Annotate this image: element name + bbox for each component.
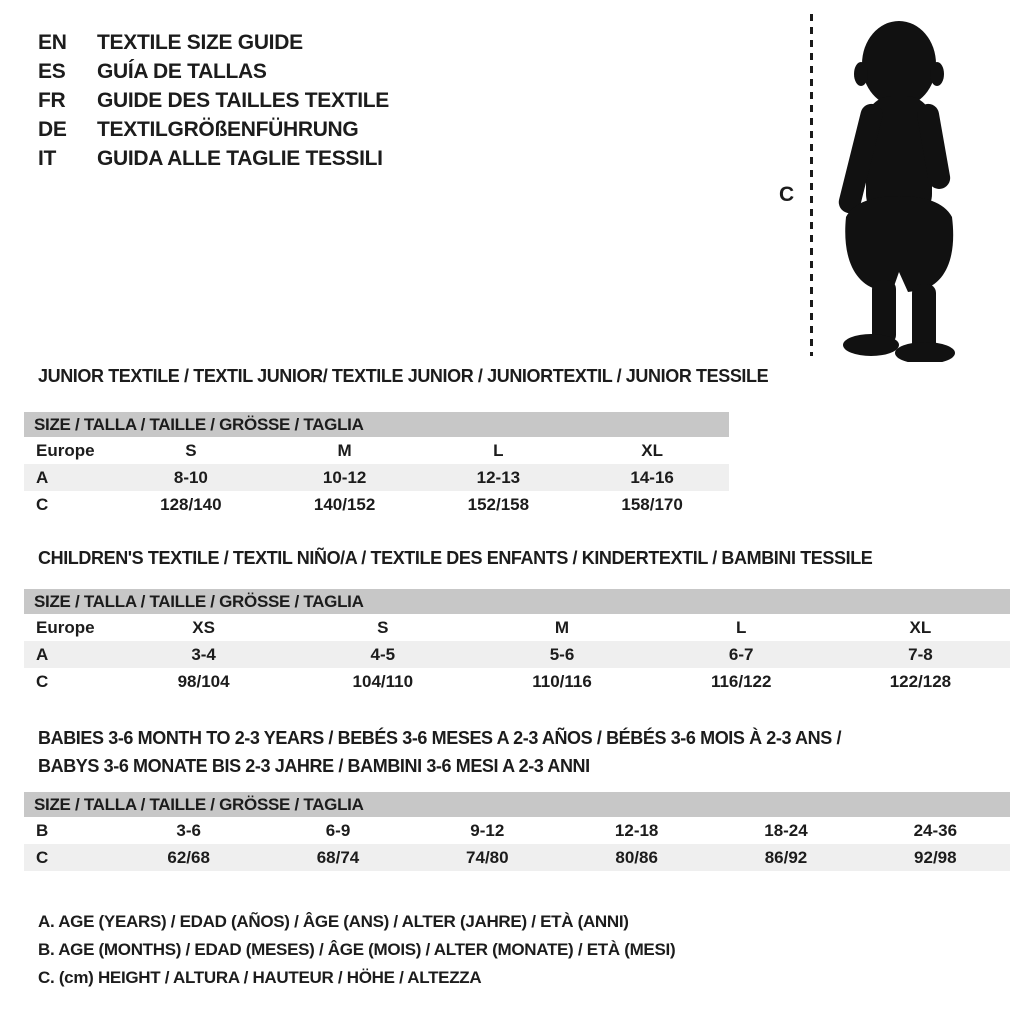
- babies-title-line1: BABIES 3-6 MONTH TO 2-3 YEARS / BEBÉS 3-6 MESES A 2-3 AÑOS / BÉBÉS 3-6 MOIS À 2-3 ANS /: [38, 728, 842, 748]
- size-cell: S: [185, 441, 197, 460]
- size-cell: L: [493, 441, 504, 460]
- age-cell: 4-5: [370, 645, 396, 664]
- note-c: C. (cm) HEIGHT / ALTURA / HAUTEUR / HÖHE / ALTEZZA: [38, 968, 482, 987]
- height-cell: 158/170: [621, 495, 683, 514]
- height-cell: 68/74: [316, 848, 360, 867]
- table-row: [24, 668, 1010, 695]
- table-header-bar: SIZE / TALLA / TAILLE / GRÖSSE / TAGLIA: [24, 589, 1010, 614]
- age-cell: 12-13: [476, 468, 521, 487]
- language-title: GUIDE DES TAILLES TEXTILE: [97, 88, 389, 112]
- row-label: C: [36, 495, 49, 514]
- language-row-fr: [38, 86, 389, 115]
- height-cell: 110/116: [532, 672, 592, 691]
- height-cell: 128/140: [160, 495, 222, 514]
- table-row: [24, 491, 729, 518]
- note-b: B. AGE (MONTHS) / EDAD (MESES) / ÂGE (MOIS) / ALTER (MONATE) / ETÀ (MESI): [38, 940, 676, 959]
- table-row: [24, 817, 1010, 844]
- height-cell: 140/152: [313, 495, 376, 514]
- language-code: EN: [38, 30, 67, 54]
- language-title: GUIDA ALLE TAGLIE TESSILI: [97, 146, 383, 170]
- row-label: B: [36, 821, 49, 840]
- language-title: GUÍA DE TALLAS: [97, 59, 267, 83]
- age-cell: 7-8: [908, 645, 933, 664]
- table-header-bar: SIZE / TALLA / TAILLE / GRÖSSE / TAGLIA: [24, 792, 1010, 817]
- size-cell: M: [337, 441, 352, 460]
- size-cell: XL: [641, 441, 663, 460]
- language-row-it: [38, 144, 389, 173]
- age-cell: 6-7: [728, 645, 754, 664]
- size-cell: M: [554, 618, 570, 637]
- table-row: [24, 614, 1010, 641]
- age-cell: 18-24: [764, 821, 808, 840]
- row-label: Europe: [36, 441, 95, 460]
- age-cell: 10-12: [322, 468, 367, 487]
- age-cell: 12-18: [614, 821, 659, 840]
- age-cell: 8-10: [173, 468, 208, 487]
- age-cell: 3-4: [191, 645, 216, 664]
- legend-notes: [38, 908, 675, 992]
- table-header-bar: SIZE / TALLA / TAILLE / GRÖSSE / TAGLIA: [24, 412, 729, 437]
- height-cell: 86/92: [764, 848, 808, 867]
- language-code: FR: [38, 88, 66, 112]
- size-cell: XS: [192, 618, 215, 637]
- height-cell: 98/104: [177, 672, 230, 691]
- height-cell: 80/86: [615, 848, 658, 867]
- babies-title-line2: BABYS 3-6 MONATE BIS 2-3 JAHRE / BAMBINI 3-6 MESI A 2-3 ANNI: [38, 756, 590, 776]
- height-measure-dashed-line: [810, 14, 813, 356]
- table-row: [24, 844, 1010, 871]
- language-code: ES: [38, 59, 66, 83]
- children-section-title: CHILDREN'S TEXTILE / TEXTIL NIÑO/A / TEXTILE DES ENFANTS / KINDERTEXTIL / BAMBINI TESSILE: [38, 548, 873, 568]
- language-row-es: [38, 57, 389, 86]
- row-label: A: [36, 468, 49, 487]
- age-cell: 3-6: [176, 821, 201, 840]
- row-label: C: [36, 848, 49, 867]
- height-cell: 152/158: [467, 495, 530, 514]
- row-label: Europe: [36, 618, 95, 637]
- age-cell: 14-16: [630, 468, 674, 487]
- age-cell: 24-36: [913, 821, 958, 840]
- height-cell: 122/128: [889, 672, 952, 691]
- height-marker-label: C: [779, 183, 795, 206]
- height-cell: 116/122: [710, 672, 772, 691]
- language-row-de: [38, 115, 389, 144]
- junior-section-title: JUNIOR TEXTILE / TEXTIL JUNIOR/ TEXTILE JUNIOR / JUNIORTEXTIL / JUNIOR TESSILE: [38, 366, 769, 386]
- row-label: C: [36, 672, 49, 691]
- children-size-table: [24, 589, 1010, 695]
- language-code: DE: [38, 117, 67, 141]
- row-label: A: [36, 645, 49, 664]
- language-code: IT: [38, 146, 57, 170]
- table-row: [24, 464, 729, 491]
- age-cell: 6-9: [325, 821, 351, 840]
- language-title: TEXTILE SIZE GUIDE: [97, 30, 303, 54]
- age-cell: 9-12: [470, 821, 505, 840]
- toddler-silhouette-icon: [824, 12, 974, 362]
- height-cell: 74/80: [466, 848, 509, 867]
- babies-section-title: [38, 724, 841, 780]
- note-a: A. AGE (YEARS) / EDAD (AÑOS) / ÂGE (ANS) / ALTER (JAHRE) / ETÀ (ANNI): [38, 912, 629, 931]
- language-title: TEXTILGRÖßENFÜHRUNG: [97, 117, 359, 141]
- language-title-block: [38, 28, 389, 173]
- table-row: [24, 641, 1010, 668]
- size-cell: S: [377, 618, 389, 637]
- table-row: [24, 437, 729, 464]
- height-cell: 62/68: [167, 848, 210, 867]
- size-cell: L: [736, 618, 747, 637]
- toddler-silhouette-svg: [824, 12, 974, 362]
- babies-size-table: [24, 792, 1010, 871]
- age-cell: 5-6: [549, 645, 575, 664]
- height-cell: 92/98: [914, 848, 957, 867]
- language-row-en: [38, 28, 389, 57]
- height-cell: 104/110: [352, 672, 414, 691]
- size-cell: XL: [909, 618, 932, 637]
- junior-size-table: [24, 412, 729, 518]
